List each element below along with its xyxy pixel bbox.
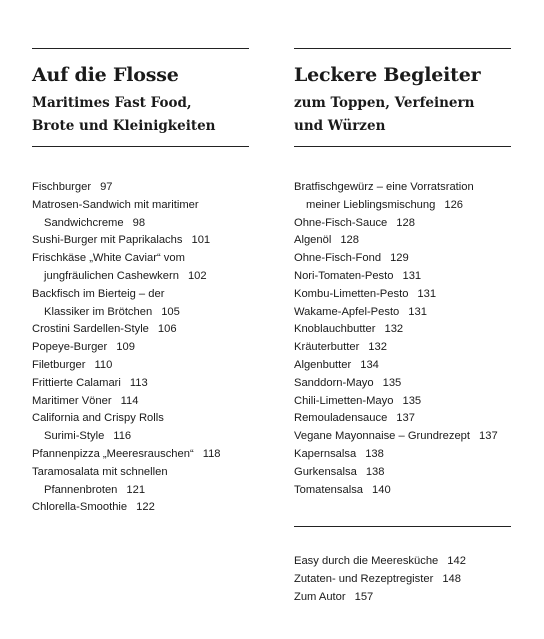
toc-entry <box>294 428 534 446</box>
toc-entry-page: 102 <box>187 269 207 282</box>
right-subtitle-line-2: und Würzen <box>294 118 386 134</box>
toc-entry-page: 137 <box>479 430 498 443</box>
toc-entry-title: Nori-Tomaten-Pesto <box>294 269 394 282</box>
toc-entry-page: 97 <box>100 181 113 193</box>
toc-entry-title: Sanddorn-Mayo <box>294 376 374 389</box>
right-appendix-rule <box>294 526 511 527</box>
toc-entry <box>32 410 272 446</box>
toc-entry-title: Ohne-Fisch-Fond <box>294 252 382 265</box>
toc-entry <box>32 357 272 375</box>
toc-entry <box>294 339 534 357</box>
right-section-title: Leckere Begleiter <box>294 64 481 86</box>
toc-entry-title-continued <box>32 268 272 286</box>
toc-entry <box>32 375 272 393</box>
toc-entry <box>294 553 534 571</box>
toc-entry-page: 101 <box>191 234 211 247</box>
toc-entry-title: Frittierte Calamari <box>32 376 121 389</box>
toc-entry <box>32 232 272 250</box>
right-section-subtitle <box>294 92 474 138</box>
toc-entry <box>294 393 534 411</box>
right-recipe-list <box>294 179 534 499</box>
toc-entry-page: 131 <box>417 287 437 300</box>
toc-entry <box>294 215 534 233</box>
toc-entry-page: 134 <box>360 358 379 371</box>
toc-entry-title: Wakame-Apfel-Pesto <box>294 305 400 318</box>
toc-entry <box>294 375 534 393</box>
toc-entry-page: 126 <box>444 198 464 211</box>
toc-entry <box>294 446 534 464</box>
toc-entry <box>294 410 534 428</box>
left-recipe-list <box>32 179 272 517</box>
toc-entry <box>294 482 534 500</box>
toc-entry-page: 110 <box>94 358 113 371</box>
toc-entry-page: 131 <box>408 305 427 318</box>
toc-entry-page: 138 <box>365 447 384 460</box>
toc-entry <box>294 304 534 322</box>
toc-entry <box>32 286 272 322</box>
toc-entry-title: Remouladensauce <box>294 412 388 425</box>
toc-entry-title: Algenöl <box>294 234 332 247</box>
toc-entry-title-continued <box>32 482 272 500</box>
toc-entry-title: Frischkäse „White Caviar“ vom <box>32 252 185 265</box>
toc-entry <box>294 589 534 607</box>
toc-entry-title: Zum Autor <box>294 590 346 603</box>
toc-entry-page: 105 <box>161 305 180 318</box>
toc-entry-page: 109 <box>116 341 135 354</box>
toc-entry-title: Crostini Sardellen-Style <box>32 323 149 336</box>
toc-entry <box>294 232 534 250</box>
toc-entry <box>32 464 272 500</box>
toc-entry-title: Sushi-Burger mit Paprikalachs <box>32 234 183 247</box>
toc-entry-title-line-2: meiner Lieblingsmischung <box>306 198 436 211</box>
toc-entry-title: Gurkensalsa <box>294 465 357 478</box>
toc-entry <box>294 357 534 375</box>
toc-entry-page: 98 <box>132 216 146 229</box>
toc-entry-title: Ohne-Fisch-Sauce <box>294 216 388 229</box>
toc-entry <box>294 321 534 339</box>
toc-entry-title: Taramosalata mit schnellen <box>32 465 168 478</box>
toc-entry <box>32 446 272 464</box>
toc-entry-title-continued <box>32 428 272 446</box>
left-bottom-rule <box>32 146 249 147</box>
toc-entry <box>32 321 272 339</box>
left-subtitle-line-2: Brote und Kleinigkeiten <box>32 118 216 134</box>
toc-entry-page: 132 <box>384 323 404 336</box>
toc-entry-title: Kapernsalsa <box>294 447 357 460</box>
toc-entry-page: 135 <box>402 394 422 407</box>
toc-entry-page: 118 <box>202 447 221 460</box>
toc-entry-title-line-2: Sandwichcreme <box>44 216 124 229</box>
left-section-subtitle <box>32 92 216 138</box>
toc-entry <box>294 286 534 304</box>
toc-entry <box>294 250 534 268</box>
toc-entry <box>294 571 534 589</box>
right-top-rule <box>294 48 511 49</box>
toc-entry-page: 129 <box>390 252 409 265</box>
toc-entry <box>32 499 272 517</box>
toc-entry-page: 132 <box>368 341 387 354</box>
toc-entry-title-line-2: jungfräulichen Cashewkern <box>44 269 179 282</box>
toc-entry <box>32 339 272 357</box>
toc-entry <box>294 268 534 286</box>
appendix-list <box>294 553 534 606</box>
toc-entry-title: Kombu-Limetten-Pesto <box>294 287 409 300</box>
toc-entry-page: 116 <box>113 430 132 443</box>
toc-entry-title-line-2: Pfannenbroten <box>44 483 118 496</box>
toc-entry-page: 106 <box>157 323 177 336</box>
toc-entry-title: Chili-Limetten-Mayo <box>294 394 394 407</box>
left-top-rule <box>32 48 249 49</box>
toc-entry-title: Zutaten- und Rezeptregister <box>294 572 434 585</box>
toc-entry-title: Vegane Mayonnaise – Grundrezept <box>294 430 471 443</box>
toc-entry-page: 128 <box>340 234 359 247</box>
toc-entry-title: Maritimer Vöner <box>32 394 112 407</box>
toc-entry-title-continued <box>32 215 272 233</box>
toc-entry-title: Matrosen-Sandwich mit maritimer <box>32 198 199 211</box>
toc-entry-page: 148 <box>442 572 461 585</box>
toc-entry-title: Pfannenpizza „Meeresrauschen“ <box>32 447 194 460</box>
toc-entry-title-line-2: Surimi-Style <box>44 430 105 443</box>
toc-entry-page: 121 <box>126 483 146 496</box>
toc-entry-page: 114 <box>120 394 139 407</box>
toc-entry-page: 131 <box>402 269 422 282</box>
toc-entry-page: 135 <box>382 376 402 389</box>
toc-entry-page: 137 <box>396 412 415 425</box>
toc-entry-title: Easy durch die Meeresküche <box>294 555 439 567</box>
toc-entry <box>32 179 272 197</box>
toc-entry-title: Filetburger <box>32 358 86 371</box>
toc-entry-title: Tomatensalsa <box>294 483 364 496</box>
right-bottom-rule <box>294 146 511 147</box>
toc-entry-page: 142 <box>447 555 466 567</box>
toc-entry <box>32 393 272 411</box>
toc-entry-title: Backfisch im Bierteig – der <box>32 287 165 300</box>
toc-entry-title-continued <box>32 304 272 322</box>
toc-entry-title-continued <box>294 197 534 215</box>
toc-entry-title: Knoblauchbutter <box>294 323 376 336</box>
toc-entry-title: Bratfischgewürz – eine Vorratsration <box>294 181 474 193</box>
left-subtitle-line-1: Maritimes Fast Food, <box>32 95 192 111</box>
toc-entry-title: Kräuterbutter <box>294 341 360 354</box>
toc-entry <box>294 179 534 215</box>
toc-entry-title: Chlorella-Smoothie <box>32 501 128 514</box>
left-section-title: Auf die Flosse <box>32 64 179 86</box>
toc-entry-page: 113 <box>129 376 148 389</box>
toc-entry-page: 157 <box>354 590 374 603</box>
toc-entry <box>32 250 272 286</box>
toc-entry-title: Algenbutter <box>294 358 352 371</box>
toc-entry <box>32 197 272 233</box>
toc-entry-page: 122 <box>136 501 155 514</box>
right-subtitle-line-1: zum Toppen, Verfeinern <box>294 95 475 111</box>
toc-entry-page: 140 <box>372 483 391 496</box>
toc-entry-title-line-2: Klassiker im Brötchen <box>44 305 153 318</box>
toc-entry <box>294 464 534 482</box>
toc-entry-title: Fischburger <box>32 181 92 193</box>
toc-entry-title: Popeye-Burger <box>32 341 108 354</box>
toc-entry-page: 128 <box>396 216 415 229</box>
toc-entry-page: 138 <box>365 465 385 478</box>
toc-entry-title: California and Crispy Rolls <box>32 412 164 425</box>
